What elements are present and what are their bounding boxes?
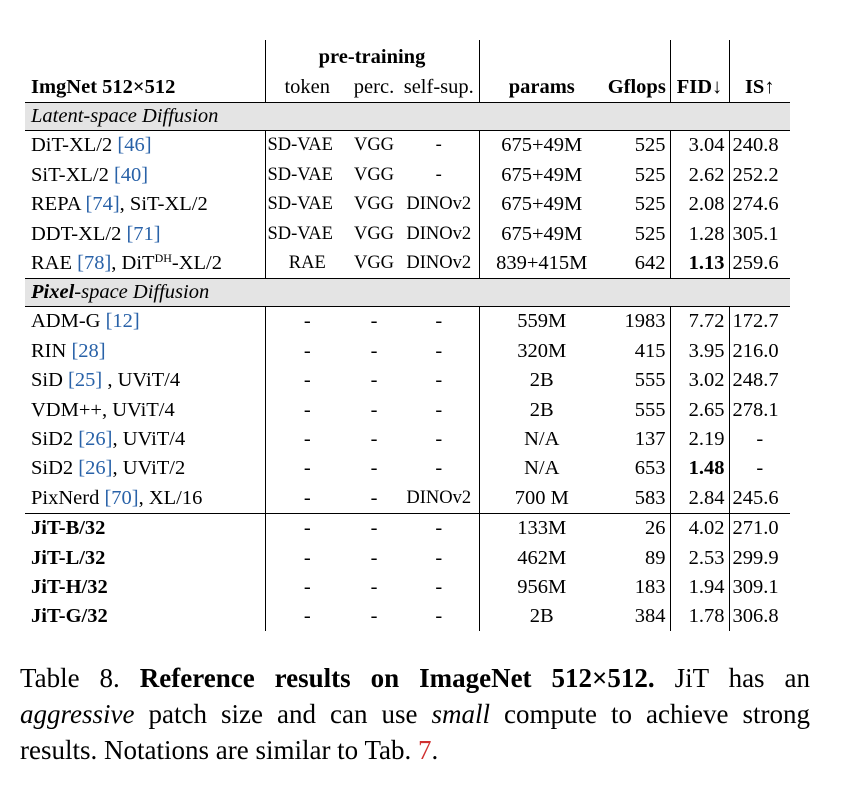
results-table-wrapper <box>25 40 790 631</box>
perc-cell: VGG <box>353 253 395 273</box>
gflops-cell: 653 <box>634 457 666 480</box>
fid-cell: 2.65 <box>670 395 729 424</box>
selfsup-cell: - <box>435 457 443 480</box>
perc-cell: - <box>370 398 378 421</box>
fid-cell: 2.62 <box>670 160 729 189</box>
gflops-cell: 26 <box>604 513 670 543</box>
selfsup-cell: - <box>399 513 479 543</box>
token-cell: SD-VAE <box>265 131 349 161</box>
token-cell: - <box>265 395 349 424</box>
table-caption <box>20 660 810 768</box>
perc-cell: VGG <box>353 164 395 185</box>
is-cell: 305.1 <box>729 219 790 248</box>
is-cell: 259.6 <box>729 249 790 279</box>
fid-cell: 2.19 <box>670 425 729 454</box>
table-row <box>25 131 790 161</box>
is-cell: 172.7 <box>729 306 790 336</box>
params-cell: 462M <box>479 543 604 572</box>
is-cell: 252.2 <box>729 160 790 189</box>
table-row <box>25 249 790 279</box>
selfsup-cell: - <box>435 164 442 185</box>
method-name: JiT-L/32 <box>31 546 106 569</box>
perc-cell: - <box>370 310 378 333</box>
params-cell: 320M <box>479 336 604 365</box>
selfsup-cell: - <box>435 575 443 598</box>
fid-cell: 2.84 <box>670 483 729 513</box>
method-name: REPA [74], SiT-XL/2 <box>31 193 208 216</box>
fid-cell: 7.72 <box>670 306 729 336</box>
gflops-cell: 555 <box>634 369 666 392</box>
method-name: RAE [78], DiT$^{DH}$-XL/2 <box>31 251 223 274</box>
results-table <box>25 40 790 631</box>
is-cell: 306.8 <box>729 602 790 631</box>
caption-text: . <box>431 735 439 765</box>
params-cell: 675+49M <box>479 131 604 161</box>
selfsup-cell: DINOv2 <box>406 487 472 508</box>
method-name: SiD2 [26], UViT/4 <box>31 427 186 450</box>
fid-cell: 1.78 <box>670 602 729 631</box>
gflops-cell: 1983 <box>624 310 666 333</box>
params-cell: 700 M <box>479 483 604 513</box>
perc-cell: - <box>370 369 378 392</box>
fid-cell: 3.04 <box>670 131 729 161</box>
table-row-jit <box>25 543 790 572</box>
fid-cell: 1.94 <box>670 572 729 601</box>
token-cell: SD-VAE <box>265 190 349 219</box>
is-cell: 299.9 <box>729 543 790 572</box>
table-row <box>25 395 790 424</box>
table-row <box>25 160 790 189</box>
table-row <box>25 336 790 365</box>
table-row-jit <box>25 602 790 631</box>
is-cell: 271.0 <box>729 513 790 543</box>
caption-text: JiT has an <box>654 663 811 693</box>
selfsup-cell: DINOv2 <box>406 194 472 215</box>
perc-cell: - <box>349 513 399 543</box>
token-cell: - <box>265 336 349 365</box>
token-cell: RAE <box>265 249 349 279</box>
method-name: VDM++, UViT/4 <box>31 398 175 421</box>
gflops-cell: 137 <box>634 427 666 450</box>
perc-cell: - <box>370 339 378 362</box>
perc-cell: - <box>370 427 378 450</box>
is-cell: 309.1 <box>729 572 790 601</box>
table-row-jit <box>25 513 790 543</box>
table-row <box>25 219 790 248</box>
table-row <box>25 366 790 395</box>
method-name: PixNerd [70], XL/16 <box>31 486 203 509</box>
gflops-header: Gflops <box>604 72 670 103</box>
selfsup-cell: - <box>435 398 443 421</box>
fid-cell: 1.13 <box>670 249 729 279</box>
token-cell: SD-VAE <box>265 160 349 189</box>
is-header: IS↑ <box>729 72 790 103</box>
method-name: RIN [28] <box>31 339 106 362</box>
method-name: SiT-XL/2 [40] <box>31 163 149 186</box>
gflops-cell: 583 <box>634 486 666 509</box>
gflops-cell: 183 <box>634 575 666 598</box>
method-name: JiT-B/32 <box>25 513 265 543</box>
params-cell: 675+49M <box>479 190 604 219</box>
perc-cell: - <box>370 457 378 480</box>
is-cell: 240.8 <box>729 131 790 161</box>
gflops-cell: 89 <box>645 546 666 569</box>
selfsup-cell: - <box>435 427 443 450</box>
token-cell: - <box>265 366 349 395</box>
caption-label: Table 8. <box>20 663 120 693</box>
table-row <box>25 483 790 513</box>
params-cell: 675+49M <box>479 160 604 189</box>
is-cell: 278.1 <box>729 395 790 424</box>
params-cell: 675+49M <box>479 219 604 248</box>
token-cell: - <box>265 572 349 601</box>
gflops-cell: 525 <box>634 222 666 245</box>
perc-cell: - <box>370 575 378 598</box>
token-cell: - <box>265 454 349 483</box>
selfsup-cell: DINOv2 <box>406 253 472 273</box>
params-cell: 839+415M <box>479 249 604 279</box>
perc-cell: - <box>370 605 378 628</box>
gflops-cell: 642 <box>634 252 666 274</box>
is-cell: - <box>729 454 790 483</box>
method-name: SiD [25] , UViT/4 <box>31 369 181 392</box>
fid-cell: 1.48 <box>670 454 729 483</box>
method-name: JiT-H/32 <box>31 575 108 598</box>
selfsup-cell: - <box>435 135 442 156</box>
token-cell: - <box>265 306 349 336</box>
section-pixel-title: Pixel-space Diffusion <box>25 278 790 306</box>
params-cell: N/A <box>479 454 604 483</box>
method-name: SiD2 [26], UViT/2 <box>31 457 186 480</box>
is-cell: 216.0 <box>729 336 790 365</box>
selfsup-cell: DINOv2 <box>406 223 472 244</box>
is-cell: - <box>729 425 790 454</box>
params-header: params <box>479 72 604 103</box>
perc-cell: VGG <box>353 135 395 156</box>
gflops-cell: 525 <box>634 134 666 157</box>
token-cell: SD-VAE <box>265 219 349 248</box>
token-header: token <box>265 72 349 103</box>
section-pixel <box>25 278 790 306</box>
method-name: DDT-XL/2 [71] <box>31 222 161 245</box>
params-cell: 956M <box>479 572 604 601</box>
params-cell: 133M <box>479 513 604 543</box>
token-cell: - <box>265 425 349 454</box>
token-cell: - <box>265 543 349 572</box>
token-cell: - <box>265 483 349 513</box>
fid-cell: 3.02 <box>670 366 729 395</box>
selfsup-header: self-sup. <box>399 72 479 103</box>
fid-cell: 1.28 <box>670 219 729 248</box>
caption-emphasis: small <box>431 699 491 729</box>
header-row <box>25 72 790 103</box>
fid-cell: 3.95 <box>670 336 729 365</box>
section-latent <box>25 103 790 131</box>
params-cell: 2B <box>479 395 604 424</box>
token-cell: - <box>265 602 349 631</box>
header-row-group <box>25 40 790 72</box>
caption-text: patch size and can use <box>134 699 432 729</box>
params-cell: 2B <box>479 602 604 631</box>
selfsup-cell: - <box>435 310 443 333</box>
table-row-jit <box>25 572 790 601</box>
pretraining-group-header: pre-training <box>265 40 479 72</box>
gflops-cell: 525 <box>634 193 666 216</box>
params-cell: 559M <box>479 306 604 336</box>
selfsup-cell: - <box>435 369 443 392</box>
params-cell: N/A <box>479 425 604 454</box>
gflops-cell: 525 <box>634 163 666 186</box>
table-row <box>25 454 790 483</box>
fid-cell: 4.02 <box>670 513 729 543</box>
perc-cell: - <box>370 546 378 569</box>
is-cell: 248.7 <box>729 366 790 395</box>
token-cell: - <box>265 513 349 543</box>
caption-text: compute to achieve strong results. Notations are similar to Tab. <box>20 699 810 765</box>
table-row <box>25 190 790 219</box>
selfsup-cell: - <box>435 546 443 569</box>
params-cell: 2B <box>479 366 604 395</box>
table-row <box>25 425 790 454</box>
method-name: DiT-XL/2 [46] <box>31 134 152 157</box>
caption-title: Reference results on ImageNet 512×512. <box>139 663 655 693</box>
selfsup-cell: - <box>435 339 443 362</box>
is-cell: 274.6 <box>729 190 790 219</box>
fid-header: FID↓ <box>670 72 729 103</box>
caption-emphasis: aggressive <box>20 699 135 729</box>
perc-cell: VGG <box>353 194 395 215</box>
perc-cell: - <box>370 486 378 509</box>
gflops-cell: 555 <box>634 398 666 421</box>
gflops-cell: 384 <box>634 605 666 628</box>
section-latent-title: Latent-space Diffusion <box>25 103 790 131</box>
perc-cell: VGG <box>353 223 395 244</box>
dataset-header: ImgNet 512×512 <box>25 72 265 103</box>
table-row <box>25 306 790 336</box>
table-ref-link[interactable]: 7 <box>418 735 432 765</box>
fid-cell: 2.53 <box>670 543 729 572</box>
gflops-cell: 415 <box>634 339 666 362</box>
method-name: ADM-G [12] <box>31 310 140 333</box>
is-cell: 245.6 <box>729 483 790 513</box>
selfsup-cell: - <box>435 605 443 628</box>
fid-cell: 2.08 <box>670 190 729 219</box>
perc-header: perc. <box>349 72 399 103</box>
method-name: JiT-G/32 <box>31 605 108 628</box>
